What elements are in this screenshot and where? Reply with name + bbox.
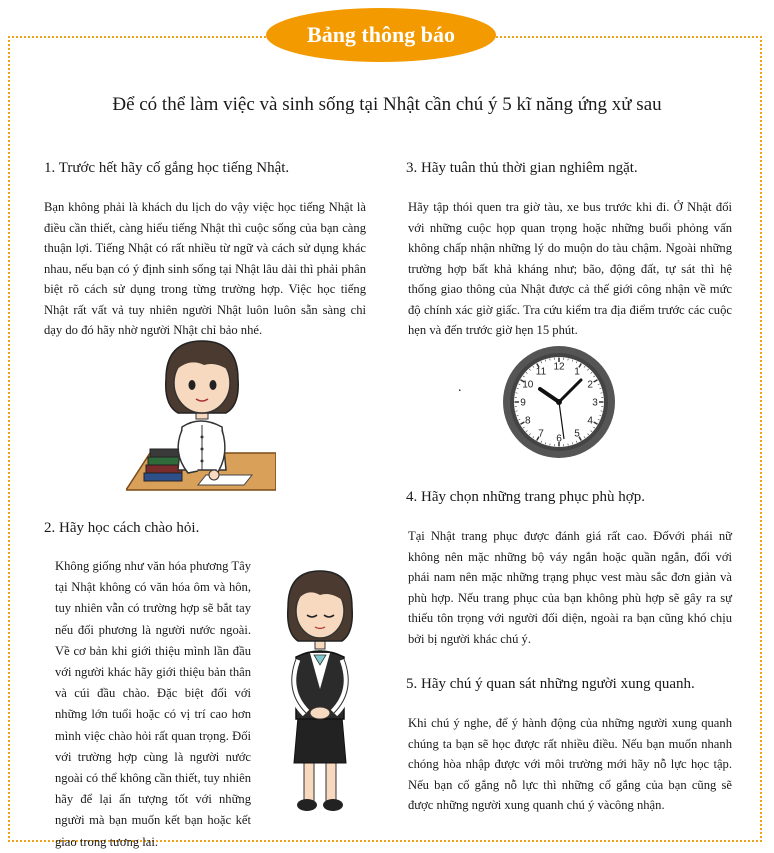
- page-title: Để có thể làm việc và sinh sống tại Nhật cần chú ý 5 kĩ năng ứng xử sau: [0, 94, 774, 116]
- section-4-body: Tại Nhật trang phục được đánh giá rất cao. Đốvới phái nữ không nên mặc những bộ váy ngắn hoặc quần ngắn, đối với phái nam nên mặc những trạng phục vest màu sắc đơn giản và phù hợp. Nếu trang phục của bạn không phù hợp sẽ gây ra sự thiếu tôn trọng với người đối diện, ngoài ra bạn cũng khó chịu bởi bị người khác chú ý.: [408, 526, 732, 649]
- clock-number: 2: [587, 380, 593, 391]
- section-3-heading: 3. Hãy tuân thủ thời gian nghiêm ngặt.: [406, 160, 638, 177]
- clock-number: 11: [536, 366, 547, 377]
- clock-number: 10: [522, 380, 534, 391]
- clock-number: 12: [553, 362, 565, 373]
- notice-badge: Bảng thông báo: [266, 8, 496, 62]
- greeting-woman-illustration: [270, 567, 370, 817]
- studying-woman-illustration: [126, 335, 276, 495]
- section-1-heading: 1. Trước hết hãy cố gắng học tiếng Nhật.: [44, 160, 289, 177]
- clock-number: 6: [556, 434, 562, 445]
- clock-number: 4: [587, 416, 593, 427]
- clock-number: 8: [525, 416, 531, 427]
- clock-number: 9: [520, 398, 526, 409]
- clock-number: 5: [574, 429, 580, 440]
- section-2-heading: 2. Hãy học cách chào hỏi.: [44, 520, 199, 537]
- section-1-body: Bạn không phải là khách du lịch do vậy việc học tiếng Nhật là điều cần thiết, càng hiểu tiếng Nhật thì cuộc sống của bạn càng thuận lợi. Tiếng Nhật có rất nhiều từ ngữ và cách sử dụng khác nhau, nếu bạn có ý định sinh sống tại Nhật lâu dài thì phải phân biệt rõ cách sử dụng trong từng trường hợp. Việc học tiếng Nhật rất vất vả tuy nhiên người Nhật luôn luôn sẵn sàng chỉ dạy do đó hãy nhờ người Nhật chỉ bảo nhé.: [44, 197, 366, 341]
- section-2-body: Không giống như văn hóa phương Tây tại Nhật không có văn hóa ôm và hôn, tuy nhiên vẫn có trường hợp sẽ bắt tay nếu đối phương là người nước ngoài. Về cơ bản khi giới thiệu mình lần đầu với người khác hãy giới thiệu bản thân và cúi đầu chào. Đặc biệt đối với những lớn tuổi hoặc có vị trí cao hơn mình việc chào hỏi rất quan trọng. Đối với trường hợp cùng là người nước ngoài có thể không cần thiết, tuy nhiên hãy để lại ấn tượng tốt với những người mà bạn muốn kết bạn hoặc kết giao trong tương lai.: [55, 556, 251, 853]
- stray-dot: .: [458, 380, 462, 396]
- clock-number: 7: [538, 429, 544, 440]
- section-4-heading: 4. Hãy chọn những trang phục phù hợp.: [406, 489, 645, 506]
- section-5-body: Khi chú ý nghe, để ý hành động của những người xung quanh chúng ta bạn sẽ học được rất nhiều điều. Nếu bạn muốn nhanh chóng hòa nhập được với môi trường mới hãy nỗ lực học tập. Nếu bạn cố gắng nỗ lực thì những cố gắng của bạn cũng sẽ được những người xung quanh chú ý vàcông nhận.: [408, 713, 732, 816]
- clock-icon: [500, 343, 618, 461]
- clock-number: 1: [574, 366, 580, 377]
- section-3-body: Hãy tập thói quen tra giờ tàu, xe bus trước khi đi. Ở Nhật đối với những cuộc họp quan trọng hoặc những buổi phỏng vấn không chấp nhận những lý do muộn do tàu chậm. Ngoài những trường hợp bất khả kháng như; bão, động đất, tự sát thì hệ thống giao thông của Nhật được cả thế giới công nhận về mức độ chính xác giờ giấc. Tra cứu kiểm tra địa điểm trước các cuộc hẹn và đến trước giờ hẹn 15 phút.: [408, 197, 732, 341]
- section-5-heading: 5. Hãy chú ý quan sát những người xung quanh.: [406, 676, 695, 693]
- clock-number: 3: [592, 398, 598, 409]
